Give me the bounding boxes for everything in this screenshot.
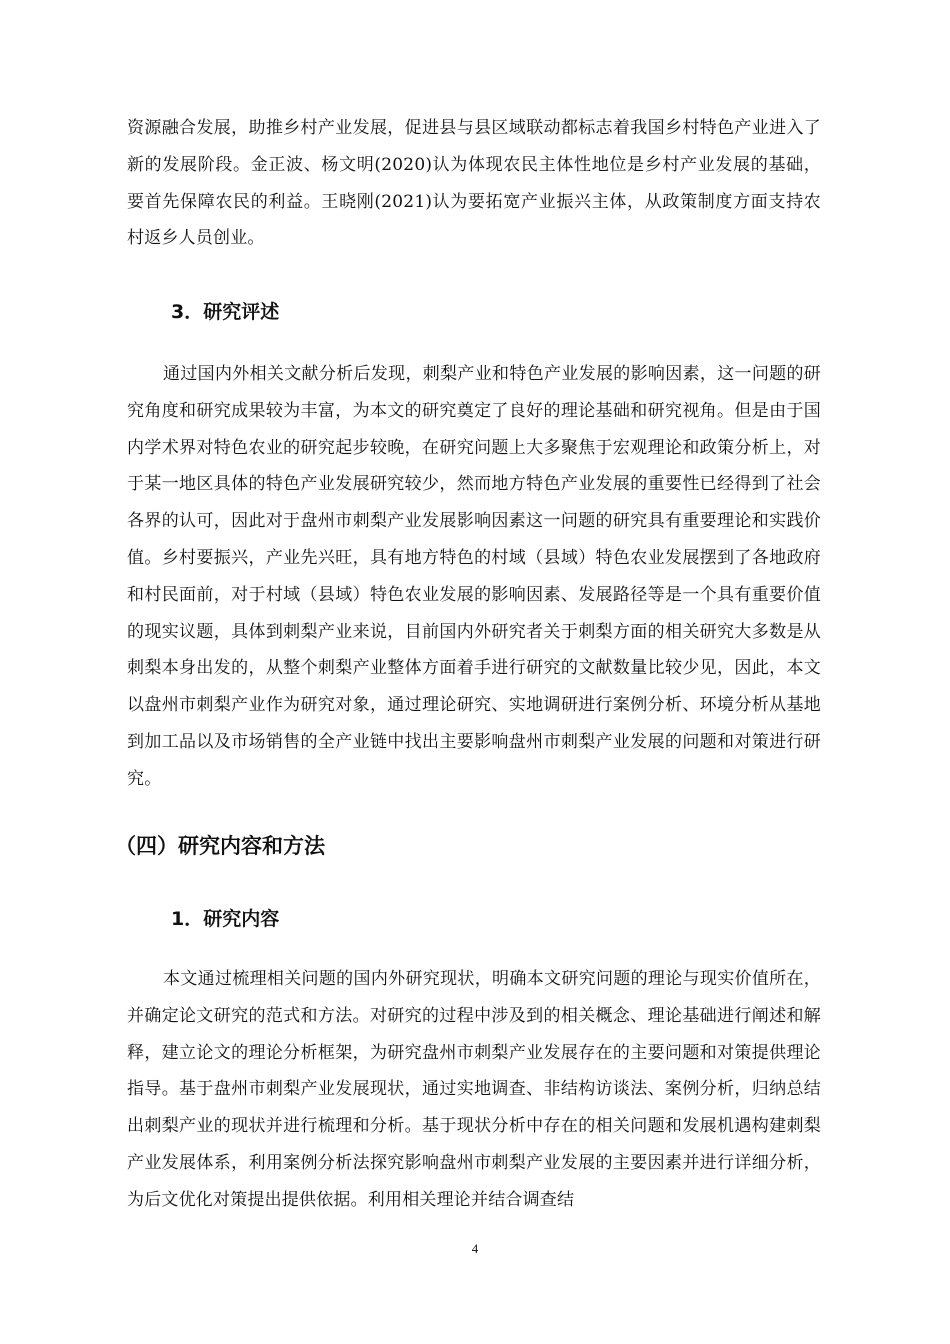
- section-3-heading: 3．研究评述: [171, 301, 280, 323]
- page-content: [115, 110, 821, 1256]
- subsection-1-paragraph: 本文通过梳理相关问题的国内外研究现状，明确本文研究问题的理论与现实价值所在，并确定论文研究的范式和方法。对研究的过程中涉及到的相关概念、理论基础进行阐述和解释，建立论文的理论分析框架，为研究盘州市刺梨产业发展存在的主要问题和对策提供理论指导。基于盘州市刺梨产业发展现状，通过实地调查、非结构访谈法、案例分析，归纳总结出刺梨产业的现状并进行梳理和分析。基于现状分析中存在的相关问题和发展机遇构建刺梨产业发展体系，利用案例分析法探究影响盘州市刺梨产业发展的主要因素并进行详细分析，为后文优化对策提出提供依据。利用相关理论并结合调查结: [127, 969, 821, 1210]
- continuation-paragraph: 资源融合发展，助推乡村产业发展，促进县与县区域联动都标志着我国乡村特色产业进入了新的发展阶段。金正波、杨文明(2020)认为体现农民主体性地位是乡村产业发展的基础，要首先保障农民的利益。王晓刚(2021)认为要拓宽产业振兴主体，从政策制度方面支持农村返乡人员创业。: [127, 118, 821, 249]
- subsection-1-heading: 1．研究内容: [171, 908, 280, 930]
- section-four-heading: （四）研究内容和方法: [115, 834, 325, 858]
- section-3-paragraph: 通过国内外相关文献分析后发现，刺梨产业和特色产业发展的影响因素，这一问题的研究角度和研究成果较为丰富，为本文的研究奠定了良好的理论基础和研究视角。但是由于国内学术界对特色农业的研究起步较晚，在研究问题上大多聚焦于宏观理论和政策分析上，对于某一地区具体的特色产业发展研究较少，然而地方特色产业发展的重要性已经得到了社会各界的认可，因此对于盘州市刺梨产业发展影响因素这一问题的研究具有重要理论和实践价值。乡村要振兴，产业先兴旺，具有地方特色的村域（县域）特色农业发展摆到了各地政府和村民面前，对于村域（县域）特色农业发展的影响因素、发展路径等是一个具有重要价值的现实议题，具体到刺梨产业来说，目前国内外研究者关于刺梨方面的相关研究大多数是从刺梨本身出发的，从整个刺梨产业整体方面着手进行研究的文献数量比较少见，因此，本文以盘州市刺梨产业作为研究对象，通过理论研究、实地调研进行案例分析、环境分析从基地到加工品以及市场销售的全产业链中找出主要影响盘州市刺梨产业发展的问题和对策进行研究。: [127, 364, 821, 789]
- page-number: 4: [471, 1241, 479, 1256]
